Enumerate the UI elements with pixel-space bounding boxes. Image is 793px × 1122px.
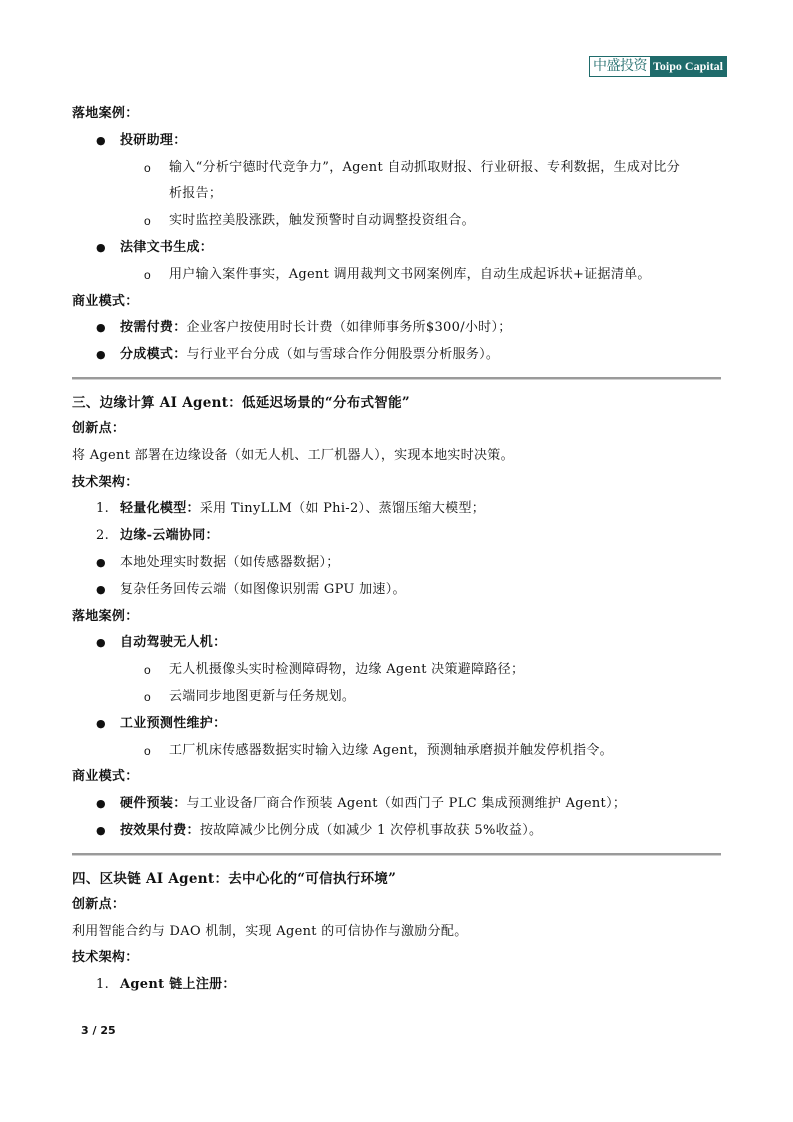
bullet-item: ● 工业预测性维护： xyxy=(72,711,724,738)
section-heading-business: 商业模式： xyxy=(72,293,139,309)
circle-bullet-icon: o xyxy=(144,663,151,678)
logo-english-text: Toipo Capital xyxy=(650,57,726,76)
bullet-item: ● 分成模式：与行业平台分成（如与雪球合作分佣股票分析服务）。 xyxy=(72,342,724,369)
company-logo xyxy=(589,56,727,77)
sub-bullet-continuation: 析报告； xyxy=(169,186,223,202)
architecture-heading: 技术架构： xyxy=(72,950,139,966)
innovation-heading: 创新点： xyxy=(72,896,126,912)
circle-bullet-icon: o xyxy=(144,689,151,704)
section-title-blockchain: 四、区块链 AI Agent：去中心化的“可信执行环境” xyxy=(72,870,397,887)
bullet-dot-icon: ● xyxy=(96,555,106,569)
section-heading-cases: 落地案例： xyxy=(72,608,139,624)
bullet-item: ● 按效果付费：按故障减少比例分成（如减少 1 次停机事故获 5%收益）。 xyxy=(72,818,724,845)
sub-bullet-item: o 工厂机床传感器数据实时输入边缘 Agent，预测轴承磨损并触发停机指令。 xyxy=(72,738,724,765)
bullet-item: ● 本地处理实时数据（如传感器数据）； xyxy=(72,550,724,577)
innovation-text: 利用智能合约与 DAO 机制，实现 Agent 的可信协作与激励分配。 xyxy=(72,923,468,939)
sub-bullet-item: o 云端同步地图更新与任务规划。 xyxy=(72,684,724,711)
circle-bullet-icon: o xyxy=(144,267,151,282)
bullet-item: ● 法律文书生成： xyxy=(72,235,724,262)
bullet-dot-icon: ● xyxy=(96,823,106,837)
sub-bullet-item: o 无人机摄像头实时检测障碍物，边缘 Agent 决策避障路径； xyxy=(72,657,724,684)
bullet-dot-icon: ● xyxy=(96,133,106,147)
circle-bullet-icon: o xyxy=(144,743,151,758)
sub-bullet-item: o 用户输入案件事实，Agent 调用裁判文书网案例库，自动生成起诉状+证据清单。 xyxy=(72,262,724,289)
section-heading-cases: 落地案例： xyxy=(72,106,139,121)
bullet-item: ● 复杂任务回传云端（如图像识别需 GPU 加速）。 xyxy=(72,577,724,604)
sub-bullet-item: o 输入“分析宁德时代竞争力”，Agent 自动抓取财报、行业研报、专利数据，生成对比分 xyxy=(72,155,724,182)
innovation-heading: 创新点： xyxy=(72,420,126,436)
document-body xyxy=(72,101,724,999)
circle-bullet-icon: o xyxy=(144,214,151,229)
bullet-dot-icon: ● xyxy=(96,716,106,730)
innovation-text: 将 Agent 部署在边缘设备（如无人机、工厂机器人），实现本地实时决策。 xyxy=(72,447,514,463)
architecture-heading: 技术架构： xyxy=(72,474,139,490)
circle-bullet-icon: o xyxy=(144,160,151,175)
sub-bullet-item: o 实时监控美股涨跌，触发预警时自动调整投资组合。 xyxy=(72,208,724,235)
section-heading-business: 商业模式： xyxy=(72,769,139,785)
section-divider xyxy=(72,853,721,856)
bullet-dot-icon: ● xyxy=(96,797,106,811)
section-divider xyxy=(72,377,721,380)
bullet-dot-icon: ● xyxy=(96,636,106,650)
bullet-dot-icon: ● xyxy=(96,321,106,335)
bullet-dot-icon: ● xyxy=(96,348,106,362)
numbered-item: 2. 边缘-云端协同： xyxy=(96,528,219,544)
bullet-dot-icon: ● xyxy=(96,240,106,254)
section-title-edge: 三、边缘计算 AI Agent：低延迟场景的“分布式智能” xyxy=(72,394,410,411)
page-number: 3 / 25 xyxy=(81,1024,116,1037)
bullet-item: ● 按需付费：企业客户按使用时长计费（如律师事务所$300/小时）； xyxy=(72,315,724,342)
bullet-item: ● 硬件预装：与工业设备厂商合作预装 Agent（如西门子 PLC 集成预测维护 Agent）； xyxy=(72,791,724,818)
bullet-item: ● 自动驾驶无人机： xyxy=(72,630,724,657)
numbered-item: 1. Agent 链上注册： xyxy=(96,977,236,993)
bullet-dot-icon: ● xyxy=(96,582,106,596)
logo-chinese-text: 中盛投资 xyxy=(590,57,650,76)
numbered-item: 1. 轻量化模型：采用 TinyLLM（如 Phi-2）、蒸馏压缩大模型； xyxy=(96,501,486,517)
bullet-item: ● 投研助理： xyxy=(72,128,724,155)
